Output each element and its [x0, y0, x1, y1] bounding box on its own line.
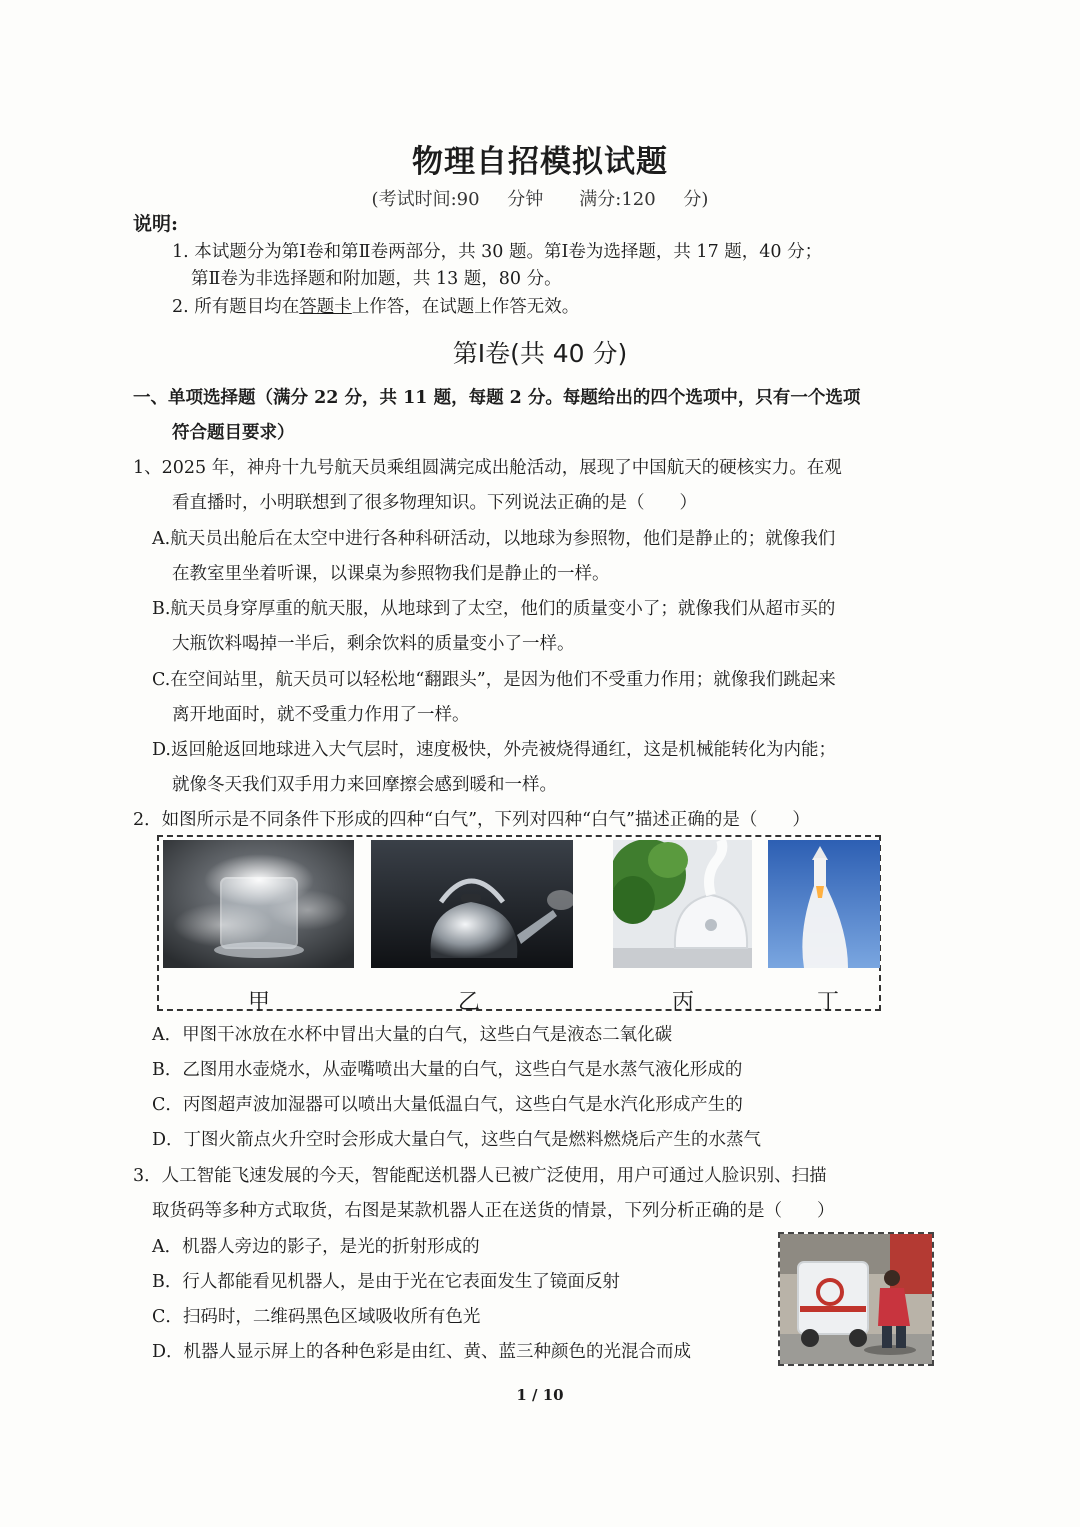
notes-item-2: [172, 295, 579, 319]
page-number: 1 / 10: [516, 1386, 564, 1404]
q1-option-d-line2: 就像冬天我们双手用力来回摩擦会感到暖和一样。: [172, 775, 557, 795]
notes-item-1-line1: 1. 本试题分为第Ⅰ卷和第Ⅱ卷两部分，共 30 题。第Ⅰ卷为选择题，共 17 题，40 分；: [172, 242, 823, 262]
dry-ice-glass-image: [163, 840, 354, 968]
q1-option-c-line1: C.在空间站里，航天员可以轻松地“翻跟头”，是因为他们不受重力作用；就像我们跳起来: [152, 670, 836, 690]
q2-option-c: C．丙图超声波加湿器可以喷出大量低温白气，这些白气是水汽化形成产生的: [152, 1095, 743, 1115]
q1-option-d-line1: D.返回舱返回地球进入大气层时，速度极快，外壳被烧得通红，这是机械能转化为内能；: [152, 740, 836, 760]
caption-yi: 乙: [458, 990, 481, 1015]
exam-info: (考试时间:90 分钟 满分:120 分): [371, 189, 709, 210]
q3-option-d: D．机器人显示屏上的各种色彩是由红、黄、蓝三种颜色的光混合而成: [152, 1342, 692, 1362]
delivery-robot-image: [778, 1232, 934, 1366]
q1-option-a-line2: 在教室里坐着听课，以课桌为参照物我们是静止的一样。: [172, 564, 610, 584]
q1-stem-line1: 1、2025 年，神舟十九号航天员乘组圆满完成出舱活动，展现了中国航天的硬核实力。在观: [133, 458, 842, 478]
caption-ding: 丁: [817, 990, 840, 1015]
section-heading-line1: 一、单项选择题（满分 22 分，共 11 题，每题 2 分。每题给出的四个选项中，只有一个选项: [133, 388, 861, 408]
caption-jia: 甲: [248, 990, 271, 1015]
q1-option-a-line1: A.航天员出舱后在太空中进行各种科研活动，以地球为参照物，他们是静止的；就像我们: [152, 529, 836, 549]
page-title: 物理自招模拟试题: [412, 144, 668, 180]
kettle-image: [371, 840, 573, 968]
q3-option-a: A．机器人旁边的影子，是光的折射形成的: [152, 1237, 480, 1257]
q3-option-c: C．扫码时，二维码黑色区域吸收所有色光: [152, 1307, 481, 1327]
q2-option-b: B．乙图用水壶烧水，从壶嘴喷出大量的白气，这些白气是水蒸气液化形成的: [152, 1060, 743, 1080]
notes-item-2-answer-card: 答题卡: [299, 297, 352, 317]
section-title: 第Ⅰ卷(共 40 分): [452, 339, 628, 368]
q1-option-b-line1: B.航天员身穿厚重的航天服，从地球到了太空，他们的质量变小了；就像我们从超市买的: [152, 599, 836, 619]
q2-stem: 2．如图所示是不同条件下形成的四种“白气”，下列对四种“白气”描述正确的是（ ）: [133, 810, 810, 830]
notes-heading: 说明:: [133, 213, 179, 235]
q3-stem-line1: 3．人工智能飞速发展的今天，智能配送机器人已被广泛使用，用户可通过人脸识别、扫描: [133, 1166, 827, 1186]
notes-item-1-line2: 第Ⅱ卷为非选择题和附加题，共 13 题，80 分。: [191, 269, 562, 289]
section-heading-line2: 符合题目要求）: [172, 423, 295, 443]
q1-stem-line2: 看直播时，小明联想到了很多物理知识。下列说法正确的是（ ）: [172, 493, 697, 513]
notes-item-2-pre: 2. 所有题目均在: [172, 297, 300, 317]
rocket-launch-image: [768, 840, 880, 968]
q2-option-d: D．丁图火箭点火升空时会形成大量白气，这些白气是燃料燃烧后产生的水蒸气: [152, 1130, 762, 1150]
humidifier-image: [613, 840, 752, 968]
q2-option-a: A．甲图干冰放在水杯中冒出大量的白气，这些白气是液态二氧化碳: [152, 1025, 673, 1045]
q1-option-c-line2: 离开地面时，就不受重力作用了一样。: [172, 705, 470, 725]
q3-stem-line2: 取货码等多种方式取货，右图是某款机器人正在送货的情景，下列分析正确的是（ ）: [152, 1201, 835, 1221]
caption-bing: 丙: [672, 990, 695, 1015]
q3-option-b: B．行人都能看见机器人，是由于光在它表面发生了镜面反射: [152, 1272, 620, 1292]
q1-option-b-line2: 大瓶饮料喝掉一半后，剩余饮料的质量变小了一样。: [172, 634, 575, 654]
notes-item-2-post: 上作答，在试题上作答无效。: [351, 297, 580, 317]
